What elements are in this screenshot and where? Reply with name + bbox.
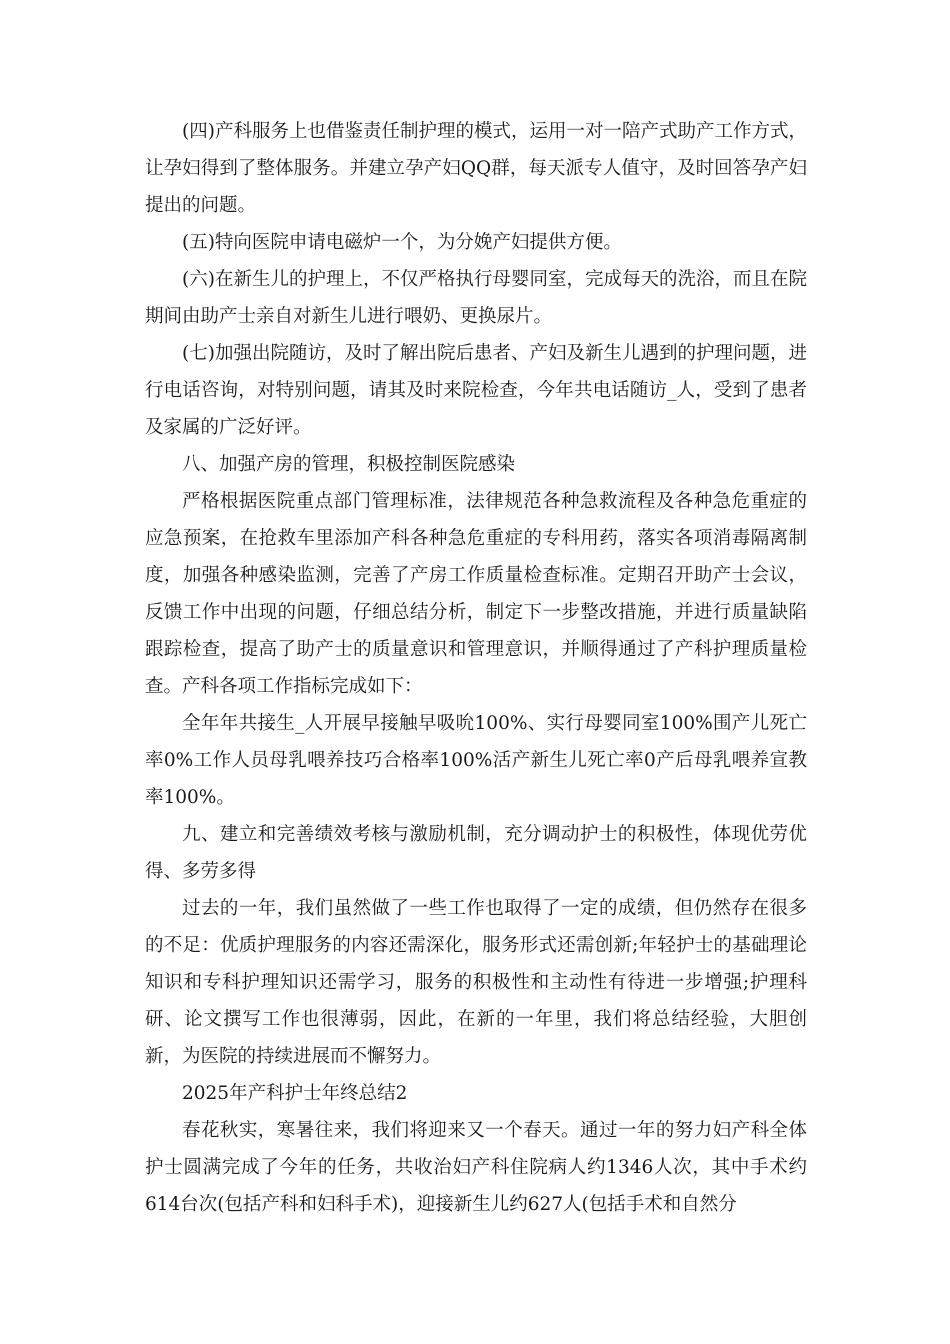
document-title-2: 2025年产科护士年终总结2	[182, 1083, 408, 1104]
paragraph-indicators: 全年年共接生_人开展早接触早吸吮100%、实行母婴同室100%围产儿死亡率0%工作人员母乳喂养技巧合格率100%活产新生儿死亡率0产后母乳喂养宣教率100%。	[145, 713, 807, 808]
paragraph-6: (六)在新生儿的护理上，不仅严格执行母婴同室，完成每天的洗浴，而且在院期间由助产士亲自对新生儿进行喂奶、更换尿片。	[145, 269, 807, 327]
paragraph-intro-2: 春花秋实，寒暑往来，我们将迎来又一个春天。通过一年的努力妇产科全体护士圆满完成了今年的任务，共收治妇产科住院病人约1346人次，其中手术约614台次(包括产科和妇科手术)，迎接新生儿约627人(包括手术和自然分	[145, 1120, 807, 1215]
paragraph-4: (四)产科服务上也借鉴责任制护理的模式，运用一对一陪产式助产工作方式，让孕妇得到了整体服务。并建立孕产妇QQ群，每天派专人值守，及时回答孕产妇提出的问题。	[145, 121, 807, 216]
paragraph-5: (五)特向医院申请电磁炉一个，为分娩产妇提供方便。	[182, 232, 622, 253]
section-heading-8: 八、加强产房的管理，积极控制医院感染	[182, 454, 516, 475]
paragraph-delivery-room: 严格根据医院重点部门管理标准，法律规范各种急救流程及各种急危重症的应急预案，在抢救车里添加产科各种急危重症的专科用药，落实各项消毒隔离制度，加强各种感染监测，完善了产房工作质量检查标准。定期召开助产士会议，反馈工作中出现的问题，仔细总结分析，制定下一步整改措施，并进行质量缺陷跟踪检查，提高了助产士的质量意识和管理意识，并顺得通过了产科护理质量检查。产科各项工作指标完成如下：	[145, 491, 807, 697]
document-page	[145, 113, 807, 1223]
paragraph-7: (七)加强出院随访，及时了解出院后患者、产妇及新生儿遇到的护理问题，进行电话咨询，对特别问题，请其及时来院检查，今年共电话随访_人，受到了患者及家属的广泛好评。	[145, 343, 807, 438]
section-heading-9: 九、建立和完善绩效考核与激励机制，充分调动护士的积极性，体现优劳优得、多劳多得	[145, 824, 807, 882]
paragraph-summary: 过去的一年，我们虽然做了一些工作也取得了一定的成绩，但仍然存在很多的不足：优质护理服务的内容还需深化，服务形式还需创新;年轻护士的基础理论知识和专科护理知识还需学习，服务的积极性和主动性有待进一步增强;护理科研、论文撰写工作也很薄弱，因此，在新的一年里，我们将总结经验，大胆创新，为医院的持续进展而不懈努力。	[145, 898, 807, 1067]
